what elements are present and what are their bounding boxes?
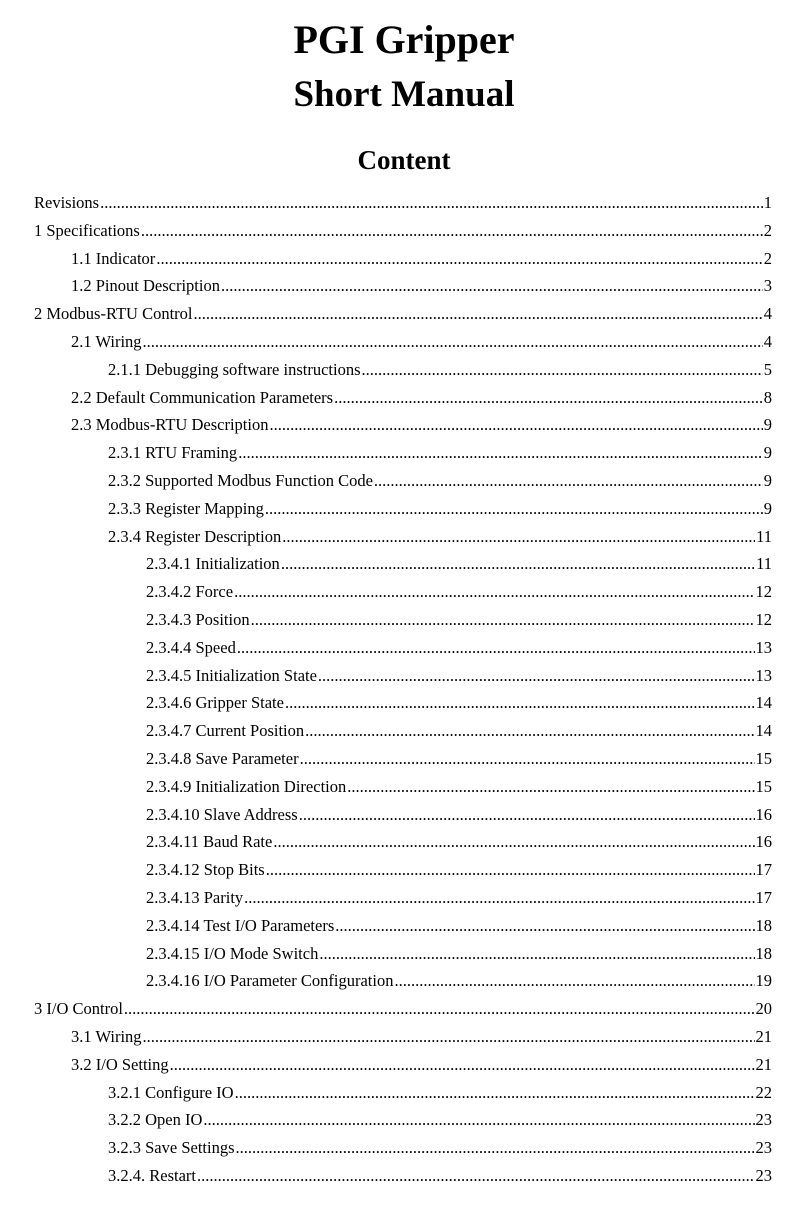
toc-entry-page-number: 1 <box>763 193 772 212</box>
toc-entry[interactable] <box>146 829 772 855</box>
toc-entry-label: 3.2 I/O Setting <box>71 1054 169 1074</box>
toc-dot-leader <box>265 496 763 522</box>
toc-dot-leader <box>143 329 763 355</box>
toc-entry-page-number: 15 <box>755 749 772 768</box>
toc-dot-leader <box>221 273 763 299</box>
toc-entry[interactable] <box>34 218 772 244</box>
toc-entry[interactable] <box>108 496 772 522</box>
toc-entry-label: 2.3.4.11 Baud Rate <box>146 832 273 852</box>
toc-entry-label: 3 I/O Control <box>34 999 123 1019</box>
toc-dot-leader <box>335 913 754 939</box>
toc-entry-page-number: 21 <box>755 1054 772 1074</box>
toc-entry-page-number: 8 <box>763 387 772 407</box>
toc-dot-leader <box>203 1107 754 1133</box>
toc-dot-leader <box>244 885 754 911</box>
toc-entry-page-number: 12 <box>755 610 772 629</box>
toc-entry-label: 2.3.4.4 Speed <box>146 637 236 657</box>
toc-entry-label: 1.1 Indicator <box>71 248 156 268</box>
toc-dot-leader <box>141 218 763 244</box>
toc-dot-leader <box>318 663 755 689</box>
toc-entry-page-number: 14 <box>755 721 772 741</box>
toc-dot-leader <box>394 968 754 994</box>
toc-entry-page-number: 19 <box>755 971 772 991</box>
toc-dot-leader <box>237 635 755 661</box>
toc-entry-page-number: 16 <box>755 832 772 852</box>
toc-entry[interactable] <box>146 968 772 994</box>
toc-entry-label: 2.3.4.1 Initialization <box>146 554 280 574</box>
toc-entry-page-number: 4 <box>763 304 772 324</box>
toc-entry-label: 2.3.2 Supported Modbus Function Code <box>108 471 373 490</box>
toc-entry-label: 1 Specifications <box>34 220 140 240</box>
toc-entry[interactable] <box>108 468 772 494</box>
toc-entry[interactable] <box>34 190 772 216</box>
toc-entry-label: 2.3.1 RTU Framing <box>108 443 238 463</box>
toc-entry[interactable] <box>146 885 772 911</box>
toc-entry-page-number: 9 <box>763 471 772 490</box>
toc-entry-page-number: 21 <box>755 1027 772 1046</box>
toc-dot-leader <box>170 1052 755 1078</box>
document-subtitle: Short Manual <box>293 74 515 115</box>
toc-dot-leader <box>281 551 755 577</box>
toc-entry-page-number: 11 <box>756 554 772 574</box>
toc-dot-leader <box>334 385 763 411</box>
toc-dot-leader <box>194 301 763 327</box>
toc-dot-leader <box>273 829 754 855</box>
toc-entry-label: 2.1 Wiring <box>71 332 142 351</box>
toc-dot-leader <box>197 1163 755 1189</box>
toc-entry-label: 2.3.4.2 Force <box>146 582 234 602</box>
toc-entry-label: 2.3.4.15 I/O Mode Switch <box>146 943 319 963</box>
toc-entry-label: 1.2 Pinout Description <box>71 276 220 296</box>
toc-entry-page-number: 23 <box>755 1166 772 1185</box>
toc-entry-label: 2.3.4.13 Parity <box>146 888 244 907</box>
toc-entry[interactable] <box>71 329 772 355</box>
toc-entry[interactable] <box>71 412 772 438</box>
toc-entry-page-number: 22 <box>755 1082 772 1102</box>
toc-entry-label: 3.1 Wiring <box>71 1027 142 1046</box>
toc-entry-page-number: 4 <box>763 332 772 351</box>
toc-entry-label: 2.3.4.5 Initialization State <box>146 665 317 685</box>
toc-entry[interactable] <box>71 273 772 299</box>
toc-entry[interactable] <box>146 774 772 800</box>
toc-dot-leader <box>251 607 755 633</box>
toc-entry-page-number: 2 <box>763 220 772 240</box>
toc-entry[interactable] <box>71 385 772 411</box>
toc-dot-leader <box>285 690 755 716</box>
toc-entry-page-number: 14 <box>755 693 772 713</box>
toc-entry-label: 2.1.1 Debugging software instructions <box>108 359 361 379</box>
toc-entry-label: 2.3.4.8 Save Parameter <box>146 749 299 768</box>
toc-dot-leader <box>238 440 763 466</box>
toc-dot-leader <box>156 246 762 272</box>
toc-entry[interactable] <box>146 607 772 633</box>
toc-entry-label: 2.3.4.10 Slave Address <box>146 804 298 824</box>
toc-entry-label: Revisions <box>34 193 100 212</box>
toc-entry-page-number: 23 <box>755 1138 772 1158</box>
toc-entry-page-number: 9 <box>763 443 772 463</box>
toc-entry-label: 2.2 Default Communication Parameters <box>71 387 334 407</box>
toc-entry[interactable] <box>71 1024 772 1050</box>
toc-entry-page-number: 18 <box>755 943 772 963</box>
toc-entry-label: 2.3.4.14 Test I/O Parameters <box>146 915 335 935</box>
toc-entry-label: 3.2.2 Open IO <box>108 1110 203 1130</box>
toc-entry[interactable] <box>146 579 772 605</box>
toc-entry[interactable] <box>71 1052 772 1078</box>
toc-entry[interactable] <box>34 996 772 1022</box>
toc-entry[interactable] <box>34 301 772 327</box>
toc-dot-leader <box>374 468 763 494</box>
toc-dot-leader <box>282 524 755 550</box>
toc-entry[interactable] <box>146 857 772 883</box>
toc-dot-leader <box>347 774 754 800</box>
toc-entry-label: 2.3.4.6 Gripper State <box>146 693 284 713</box>
toc-dot-leader <box>235 1080 755 1106</box>
toc-entry-page-number: 15 <box>755 776 772 796</box>
toc-entry[interactable] <box>108 1135 772 1161</box>
toc-entry[interactable] <box>108 1163 772 1189</box>
toc-entry-label: 2.3.4.16 I/O Parameter Configuration <box>146 971 394 991</box>
toc-dot-leader <box>100 190 763 216</box>
toc-entry-page-number: 17 <box>755 860 772 880</box>
toc-entry-label: 3.2.1 Configure IO <box>108 1082 234 1102</box>
toc-entry-page-number: 17 <box>755 888 772 907</box>
toc-entry-page-number: 5 <box>763 359 772 379</box>
toc-entry[interactable] <box>108 1107 772 1133</box>
toc-entry[interactable] <box>146 746 772 772</box>
toc-dot-leader <box>300 746 755 772</box>
toc-entry-label: 2.3 Modbus-RTU Description <box>71 415 269 435</box>
toc-entry[interactable] <box>108 524 772 550</box>
toc-entry-page-number: 2 <box>763 248 772 268</box>
toc-entry[interactable] <box>146 941 772 967</box>
toc-dot-leader <box>305 718 754 744</box>
toc-entry[interactable] <box>108 1080 772 1106</box>
toc-entry-page-number: 16 <box>755 804 772 824</box>
toc-dot-leader <box>124 996 755 1022</box>
toc-entry[interactable] <box>146 663 772 689</box>
toc-entry-label: 2.3.4.7 Current Position <box>146 721 305 741</box>
toc-entry-page-number: 11 <box>756 526 772 546</box>
toc-entry-page-number: 18 <box>755 915 772 935</box>
toc-entry-label: 2.3.4.3 Position <box>146 610 250 629</box>
toc-dot-leader <box>143 1024 755 1050</box>
document-title: PGI Gripper <box>293 17 515 62</box>
toc-entry[interactable] <box>108 357 772 383</box>
toc-entry-label: 2.3.3 Register Mapping <box>108 498 264 518</box>
toc-entry-label: 2.3.4 Register Description <box>108 526 282 546</box>
toc-entry[interactable] <box>71 246 772 272</box>
toc-entry-page-number: 12 <box>755 582 772 602</box>
toc-dot-leader <box>266 857 755 883</box>
toc-entry-label: 2.3.4.12 Stop Bits <box>146 860 265 880</box>
toc-entry-label: 3.2.3 Save Settings <box>108 1138 235 1158</box>
toc-entry[interactable] <box>146 718 772 744</box>
toc-dot-leader <box>236 1135 755 1161</box>
toc-entry[interactable] <box>108 440 772 466</box>
toc-entry-label: 3.2.4. Restart <box>108 1166 196 1185</box>
toc-dot-leader <box>234 579 754 605</box>
toc-entry[interactable] <box>146 551 772 577</box>
toc-entry-page-number: 23 <box>755 1110 772 1130</box>
toc-heading: Content <box>357 145 451 175</box>
toc-entry-page-number: 3 <box>763 276 772 296</box>
toc-entry[interactable] <box>146 913 772 939</box>
toc-dot-leader <box>319 941 754 967</box>
toc-entry-page-number: 9 <box>763 415 772 435</box>
toc-entry-page-number: 13 <box>755 665 772 685</box>
toc-dot-leader <box>269 412 762 438</box>
toc-entry-page-number: 9 <box>763 498 772 518</box>
toc-entry-page-number: 13 <box>755 637 772 657</box>
toc-entry[interactable] <box>146 802 772 828</box>
toc-dot-leader <box>299 802 755 828</box>
toc-entry[interactable] <box>146 690 772 716</box>
toc-entry-page-number: 20 <box>755 999 772 1019</box>
toc-entry-label: 2.3.4.9 Initialization Direction <box>146 776 347 796</box>
toc-dot-leader <box>362 357 763 383</box>
toc-entry-label: 2 Modbus-RTU Control <box>34 304 193 324</box>
toc-entry[interactable] <box>146 635 772 661</box>
